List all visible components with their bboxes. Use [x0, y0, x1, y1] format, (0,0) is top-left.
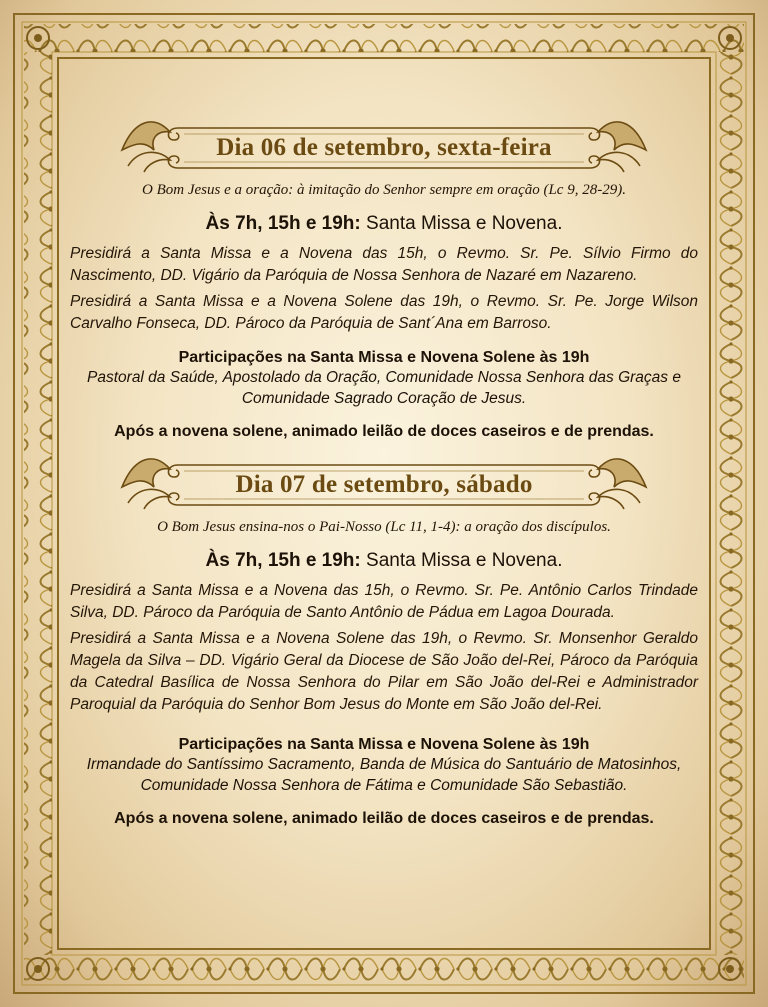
participations-text: Irmandade do Santíssimo Sacramento, Banda de Música do Santuário de Matosinhos, Comunidade Nossa Senhora de Fátima e Comunidade São Sebastião. — [86, 756, 682, 794]
day-title: Dia 07 de setembro, sábado — [235, 471, 533, 498]
mass-times — [70, 550, 698, 572]
presider-15h: Presidirá a Santa Missa e a Novena das 15h, o Revmo. Sr. Pe. Antônio Carlos Trindade Silva, DD. Pároco da Paróquia de Santo Antônio de Pádua em Lagoa Dourada. — [70, 582, 698, 621]
presider-19h: Presidirá a Santa Missa e a Novena Solene das 19h, o Revmo. Sr. Pe. Jorge Wilson Carvalho Fonseca, DD. Pároco da Paróquia de Sant´Ana em Barroso. — [70, 293, 698, 332]
day-banner — [114, 447, 654, 511]
auction-note: Após a novena solene, animado leilão de doces caseiros e de prendas. — [114, 810, 654, 827]
mass-times-text: Santa Missa e Novena. — [360, 213, 563, 234]
participations-title: Participações na Santa Missa e Novena Solene às 19h — [178, 736, 590, 753]
presider-15h: Presidirá a Santa Missa e a Novena das 15h, o Revmo. Sr. Pe. Sílvio Firmo do Nascimento, DD. Vigário da Paróquia de Nossa Senhora de Nazaré em Nazareno. — [70, 245, 698, 284]
day-banner — [114, 110, 654, 174]
presider-19h: Presidirá a Santa Missa e a Novena Solene das 19h, o Revmo. Sr. Monsenhor Geraldo Magela da Silva – DD. Vigário Geral da Diocese de São João del-Rei, Pároco da Paróquia da Catedral Basílica de Nossa Senhora do Pilar em São João del-Rei e Administrador Paroquial da Paróquia do Senhor Bom Jesus do Monte em São João del-Rei. — [70, 630, 698, 713]
day-section-06 — [70, 110, 698, 441]
day-theme: O Bom Jesus ensina-nos o Pai-Nosso (Lc 11, 1-4): a oração dos discípulos. — [157, 519, 611, 535]
day-title: Dia 06 de setembro, sexta-feira — [216, 134, 552, 161]
mass-times-text: Santa Missa e Novena. — [360, 550, 563, 571]
participations-title: Participações na Santa Missa e Novena Solene às 19h — [178, 349, 590, 366]
mass-times — [70, 213, 698, 235]
day-theme: O Bom Jesus e a oração: à imitação do Senhor sempre em oração (Lc 9, 28-29). — [142, 182, 626, 198]
auction-note: Após a novena solene, animado leilão de doces caseiros e de prendas. — [114, 423, 654, 440]
participations-text: Pastoral da Saúde, Apostolado da Oração, Comunidade Nossa Senhora das Graças e Comunidade Sagrado Coração de Jesus. — [87, 369, 681, 407]
mass-times-label: Às 7h, 15h e 19h: — [205, 550, 361, 571]
day-section-07 — [70, 447, 698, 828]
schedule-content — [70, 110, 698, 828]
mass-times-label: Às 7h, 15h e 19h: — [205, 213, 361, 234]
